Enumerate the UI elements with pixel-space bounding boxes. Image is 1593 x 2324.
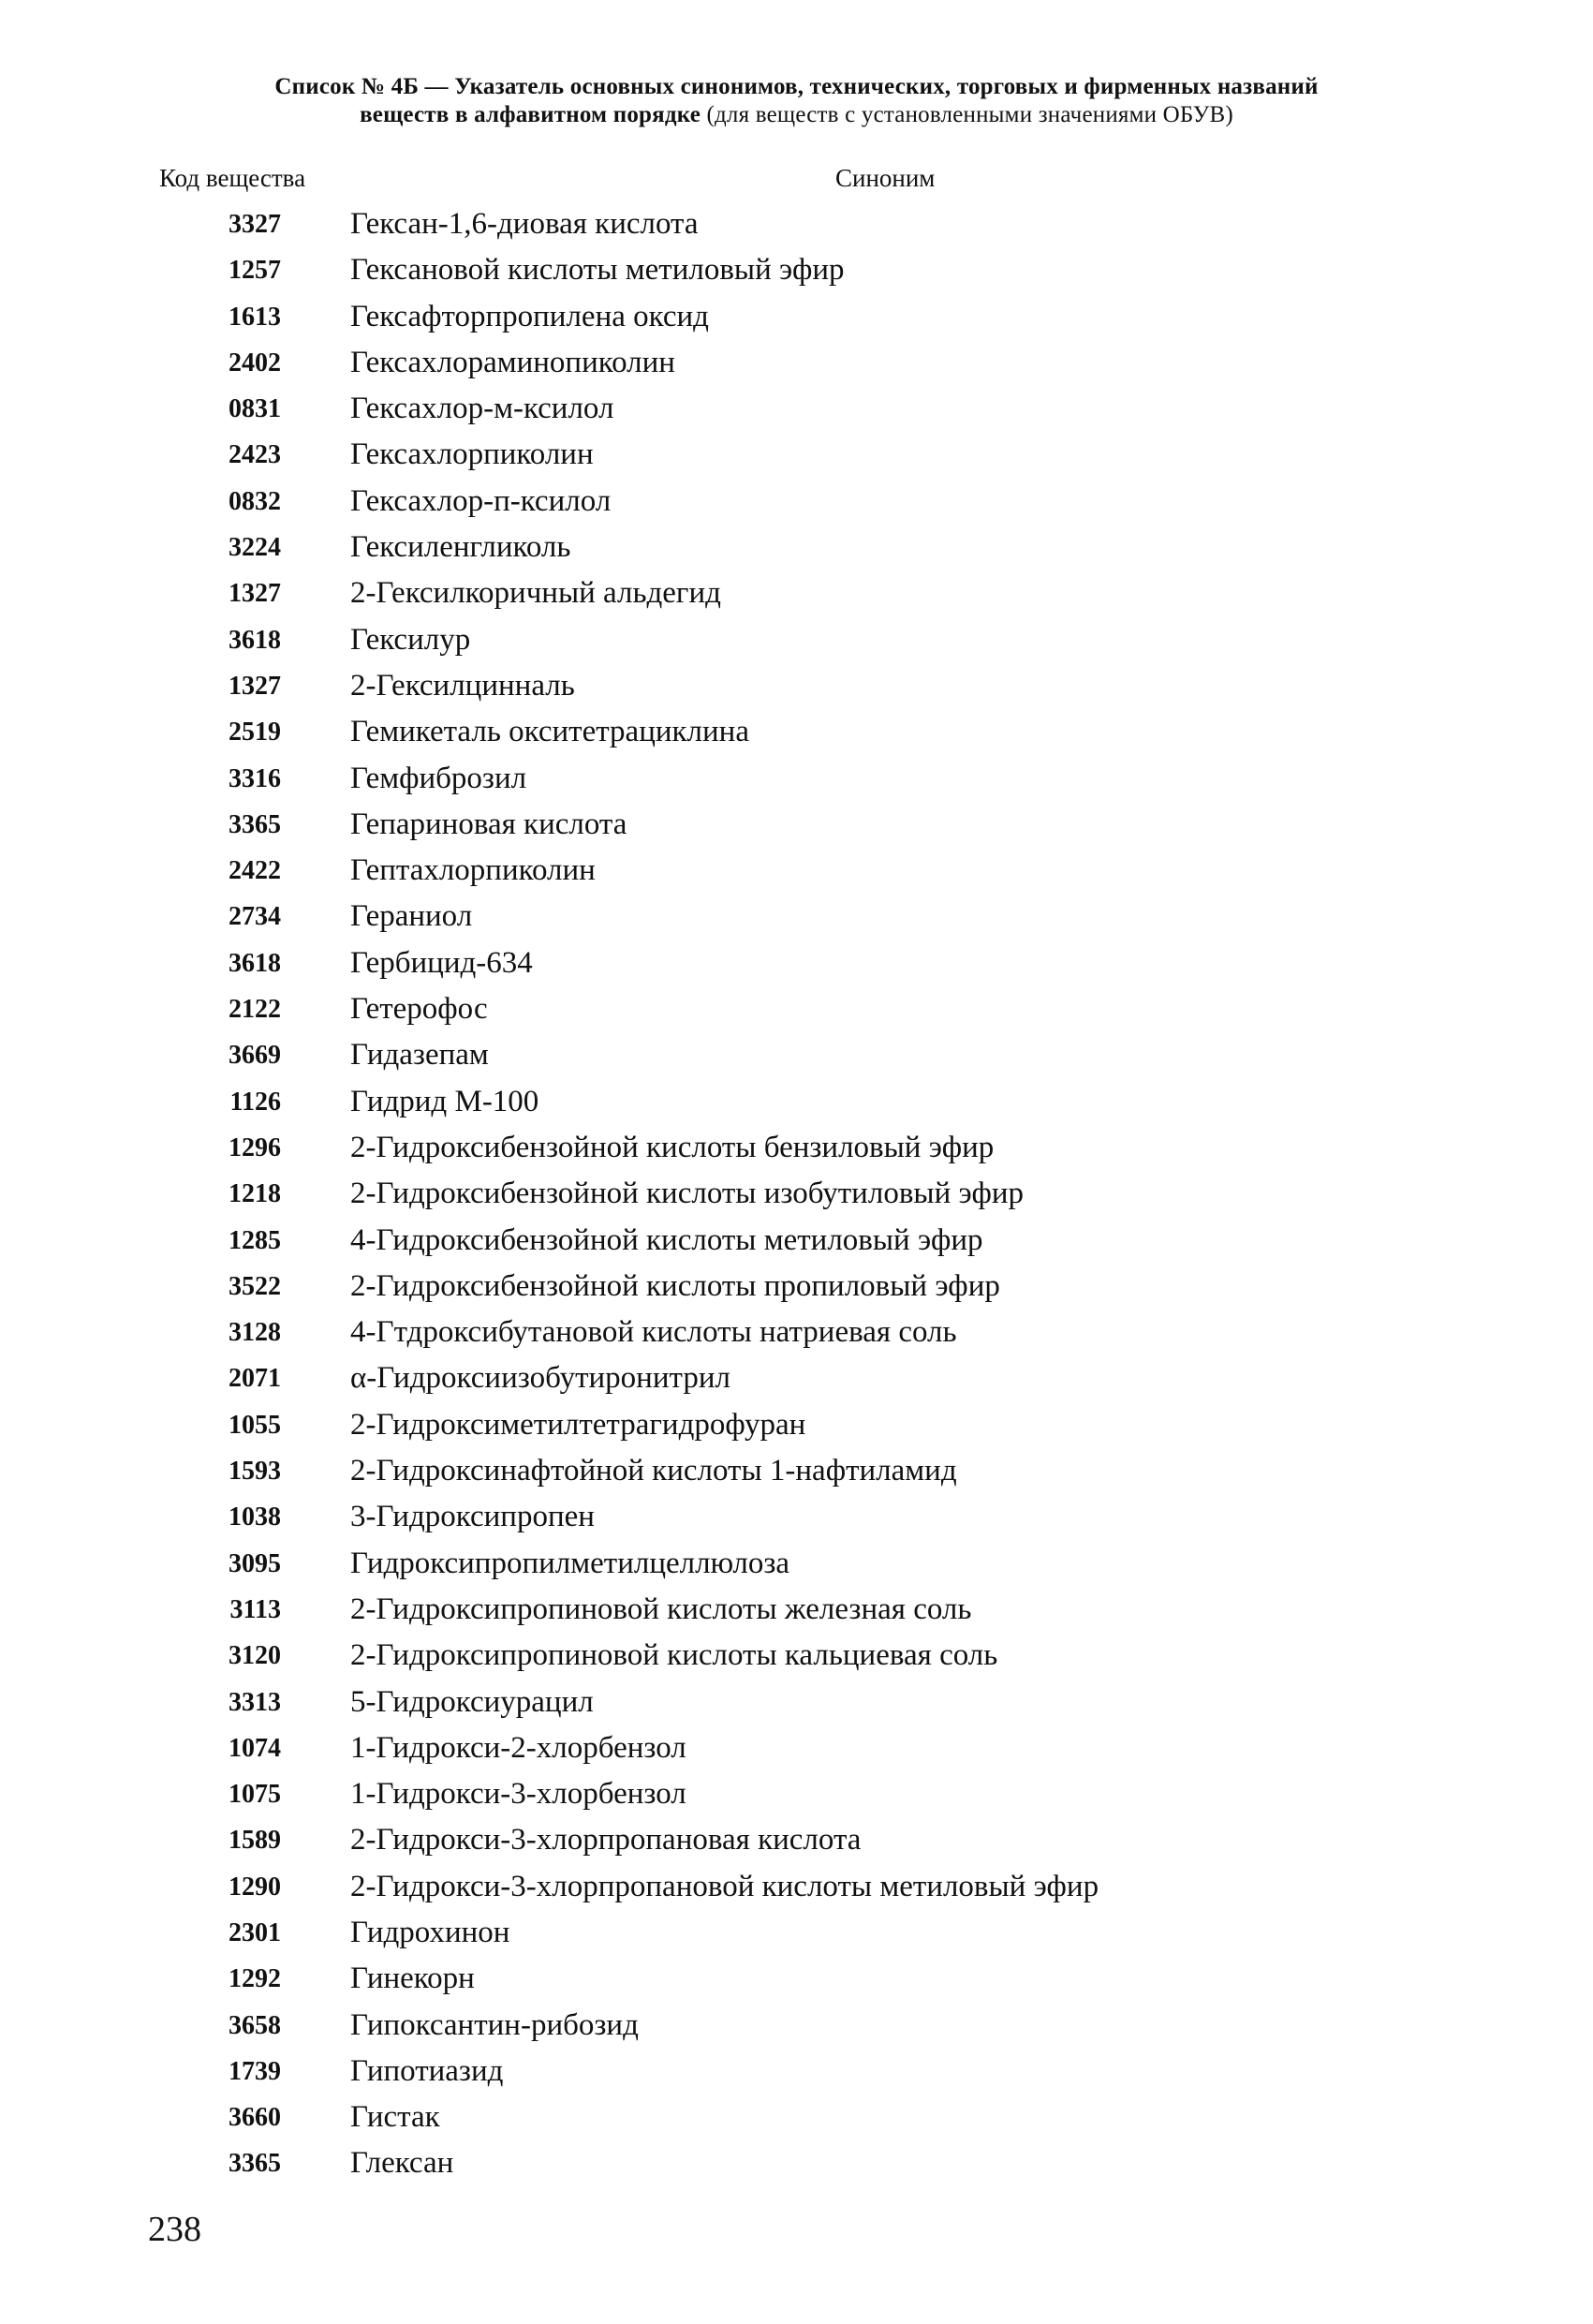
list-item [0, 1680, 1593, 1725]
list-item [0, 1032, 1593, 1078]
synonym-name: 2-Гидроксибензойной кислоты бензиловый эфир [350, 1130, 995, 1164]
substance-code: 1038 [229, 1502, 281, 1532]
substance-code: 3618 [229, 625, 281, 655]
synonym-name: 2-Гидрокси-3-хлорпропановая кислота [350, 1823, 862, 1858]
substance-code: 3095 [229, 1548, 281, 1578]
title-line-2 [0, 101, 1593, 129]
list-item [0, 802, 1593, 848]
substance-code: 3618 [229, 948, 281, 978]
page-number: 238 [148, 2210, 201, 2249]
synonym-name: 1-Гидрокси-2-хлорбензол [350, 1730, 686, 1765]
substance-code: 3365 [229, 2149, 281, 2179]
synonym-name: Гептахлорпиколин [350, 853, 596, 888]
synonym-list [0, 201, 1593, 2187]
substance-code: 2423 [229, 440, 281, 470]
list-item [0, 1771, 1593, 1817]
list-item [0, 479, 1593, 525]
synonym-name: Глексан [350, 2146, 454, 2181]
synonym-name: Гидрохинон [350, 1915, 510, 1949]
substance-code: 2734 [229, 902, 281, 932]
synonym-name: 2-Гексилкоричный альдегид [350, 576, 721, 611]
substance-code: 3128 [229, 1318, 281, 1348]
list-item [0, 1125, 1593, 1171]
synonym-name: Гидазепам [350, 1038, 489, 1073]
synonym-name: 2-Гидроксипропиновой кислоты железная соль [350, 1591, 972, 1626]
list-item [0, 709, 1593, 755]
list-item [0, 1817, 1593, 1863]
list-item [0, 432, 1593, 478]
synonym-name: 4-Гтдроксибутановой кислоты натриевая соль [350, 1315, 957, 1350]
substance-code: 2301 [229, 1917, 281, 1947]
list-item [0, 1494, 1593, 1540]
substance-code: 3327 [229, 210, 281, 239]
substance-code: 0832 [229, 486, 281, 516]
substance-code: 1126 [229, 1087, 281, 1117]
synonym-name: Гераниол [350, 899, 473, 934]
substance-code: 1055 [229, 1410, 281, 1440]
substance-code: 3669 [229, 1041, 281, 1071]
substance-code: 3522 [229, 1271, 281, 1301]
synonym-name: Гистак [350, 2100, 440, 2135]
synonym-name: Гемфиброзил [350, 761, 527, 795]
synonym-name: Гексилур [350, 622, 471, 657]
synonym-name: 1-Гидрокси-3-хлорбензол [350, 1777, 686, 1812]
list-item [0, 1587, 1593, 1633]
list-item [0, 756, 1593, 802]
synonym-name: Гексан-1,6-диовая кислота [350, 207, 699, 241]
synonym-name: Гексановой кислоты метиловый эфир [350, 253, 845, 288]
substance-code: 1257 [229, 256, 281, 286]
list-item [0, 340, 1593, 386]
synonym-name: Гепариновая кислота [350, 807, 627, 841]
substance-code: 3660 [229, 2103, 281, 2133]
list-item [0, 247, 1593, 293]
substance-code: 3316 [229, 763, 281, 793]
substance-code: 1075 [229, 1780, 281, 1810]
list-item [0, 386, 1593, 432]
substance-code: 1739 [229, 2056, 281, 2086]
substance-code: 3224 [229, 533, 281, 563]
substance-code: 1290 [229, 1872, 281, 1902]
synonym-name: Гипотиазид [350, 2053, 504, 2088]
synonym-name: 2-Гидроксибензойной кислоты изобутиловый эфир [350, 1177, 1024, 1211]
list-item [0, 1355, 1593, 1401]
title-line-2-normal: (для веществ с установленными значениями ОБУВ) [701, 102, 1233, 127]
list-item [0, 2140, 1593, 2186]
synonym-name: 2-Гидроксипропиновой кислоты кальциевая соль [350, 1638, 998, 1673]
list-item [0, 1310, 1593, 1355]
synonym-name: 2-Гидроксибензойной кислоты пропиловый эфир [350, 1268, 1000, 1303]
list-item [0, 2095, 1593, 2140]
substance-code: 3313 [229, 1687, 281, 1717]
substance-code: 2402 [229, 348, 281, 377]
list-item [0, 848, 1593, 894]
synonym-name: Гексахлор-м-ксилол [350, 392, 614, 426]
title-line-2-bold: веществ в алфавитном порядке [360, 102, 701, 127]
column-header-code: Код вещества [159, 164, 306, 192]
list-item [0, 2003, 1593, 2049]
list-item [0, 617, 1593, 663]
synonym-name: 2-Гидроксиметилтетрагидрофуран [350, 1407, 806, 1442]
synonym-name: Гетерофос [350, 992, 488, 1027]
substance-code: 2422 [229, 856, 281, 886]
substance-code: 1589 [229, 1826, 281, 1856]
list-item [0, 1633, 1593, 1679]
list-item [0, 1171, 1593, 1217]
substance-code: 2071 [229, 1364, 281, 1394]
list-item [0, 1541, 1593, 1587]
synonym-name: Гипоксантин-рибозид [350, 2007, 639, 2042]
synonym-name: α-Гидроксиизобутиронитрил [350, 1361, 730, 1396]
substance-code: 1327 [229, 671, 281, 701]
synonym-name: Гексафторпропилена оксид [350, 299, 709, 333]
substance-code: 3365 [229, 809, 281, 839]
substance-code: 1218 [229, 1179, 281, 1209]
synonym-name: Гидрид М-100 [350, 1084, 539, 1118]
list-item [0, 986, 1593, 1032]
substance-code: 3113 [229, 1594, 281, 1624]
synonym-name: Гексиленгликоль [350, 530, 571, 565]
list-item [0, 2049, 1593, 2095]
list-item [0, 1956, 1593, 2002]
substance-code: 1292 [229, 1964, 281, 1994]
substance-code: 0831 [229, 394, 281, 424]
page-title [0, 73, 1593, 129]
synonym-name: Гексахлораминопиколин [350, 345, 675, 379]
synonym-name: 3-Гидроксипропен [350, 1500, 595, 1534]
substance-code: 1074 [229, 1733, 281, 1763]
synonym-name: Гидроксипропилметилцеллюлоза [350, 1546, 790, 1580]
synonym-name: 2-Гидроксинафтойной кислоты 1-нафтиламид [350, 1454, 957, 1488]
list-item [0, 1910, 1593, 1956]
list-item [0, 1402, 1593, 1448]
synonym-name: 2-Гексилцинналь [350, 668, 575, 703]
substance-code: 1593 [229, 1457, 281, 1487]
list-item [0, 525, 1593, 570]
list-item [0, 1079, 1593, 1125]
substance-code: 1613 [229, 302, 281, 332]
column-header-synonym: Синоним [835, 164, 936, 192]
list-item [0, 570, 1593, 616]
substance-code: 2519 [229, 718, 281, 748]
list-item [0, 201, 1593, 247]
substance-code: 3658 [229, 2010, 281, 2040]
synonym-name: Гемикеталь окситетрациклина [350, 715, 749, 749]
list-item [0, 1264, 1593, 1310]
list-item [0, 663, 1593, 709]
list-item [0, 1725, 1593, 1771]
list-item [0, 1448, 1593, 1494]
synonym-name: Гексахлорпиколин [350, 437, 594, 472]
list-item [0, 894, 1593, 940]
title-line-1: Список № 4Б — Указатель основных синонимов, технических, торговых и фирменных названий [274, 74, 1319, 99]
substance-code: 1285 [229, 1225, 281, 1255]
substance-code: 1327 [229, 579, 281, 609]
list-item [0, 1218, 1593, 1264]
synonym-name: Гинекорн [350, 1961, 475, 1996]
list-item [0, 294, 1593, 340]
synonym-name: 4-Гидроксибензойной кислоты метиловый эфир [350, 1222, 983, 1257]
substance-code: 3120 [229, 1641, 281, 1671]
list-item [0, 940, 1593, 986]
synonym-name: 5-Гидроксиурацил [350, 1684, 594, 1719]
synonym-name: Гербицид-634 [350, 945, 533, 980]
synonym-name: Гексахлор-п-ксилол [350, 483, 612, 518]
synonym-name: 2-Гидрокси-3-хлорпропановой кислоты метиловый эфир [350, 1869, 1099, 1903]
list-item [0, 1864, 1593, 1910]
substance-code: 2122 [229, 995, 281, 1025]
substance-code: 1296 [229, 1132, 281, 1162]
